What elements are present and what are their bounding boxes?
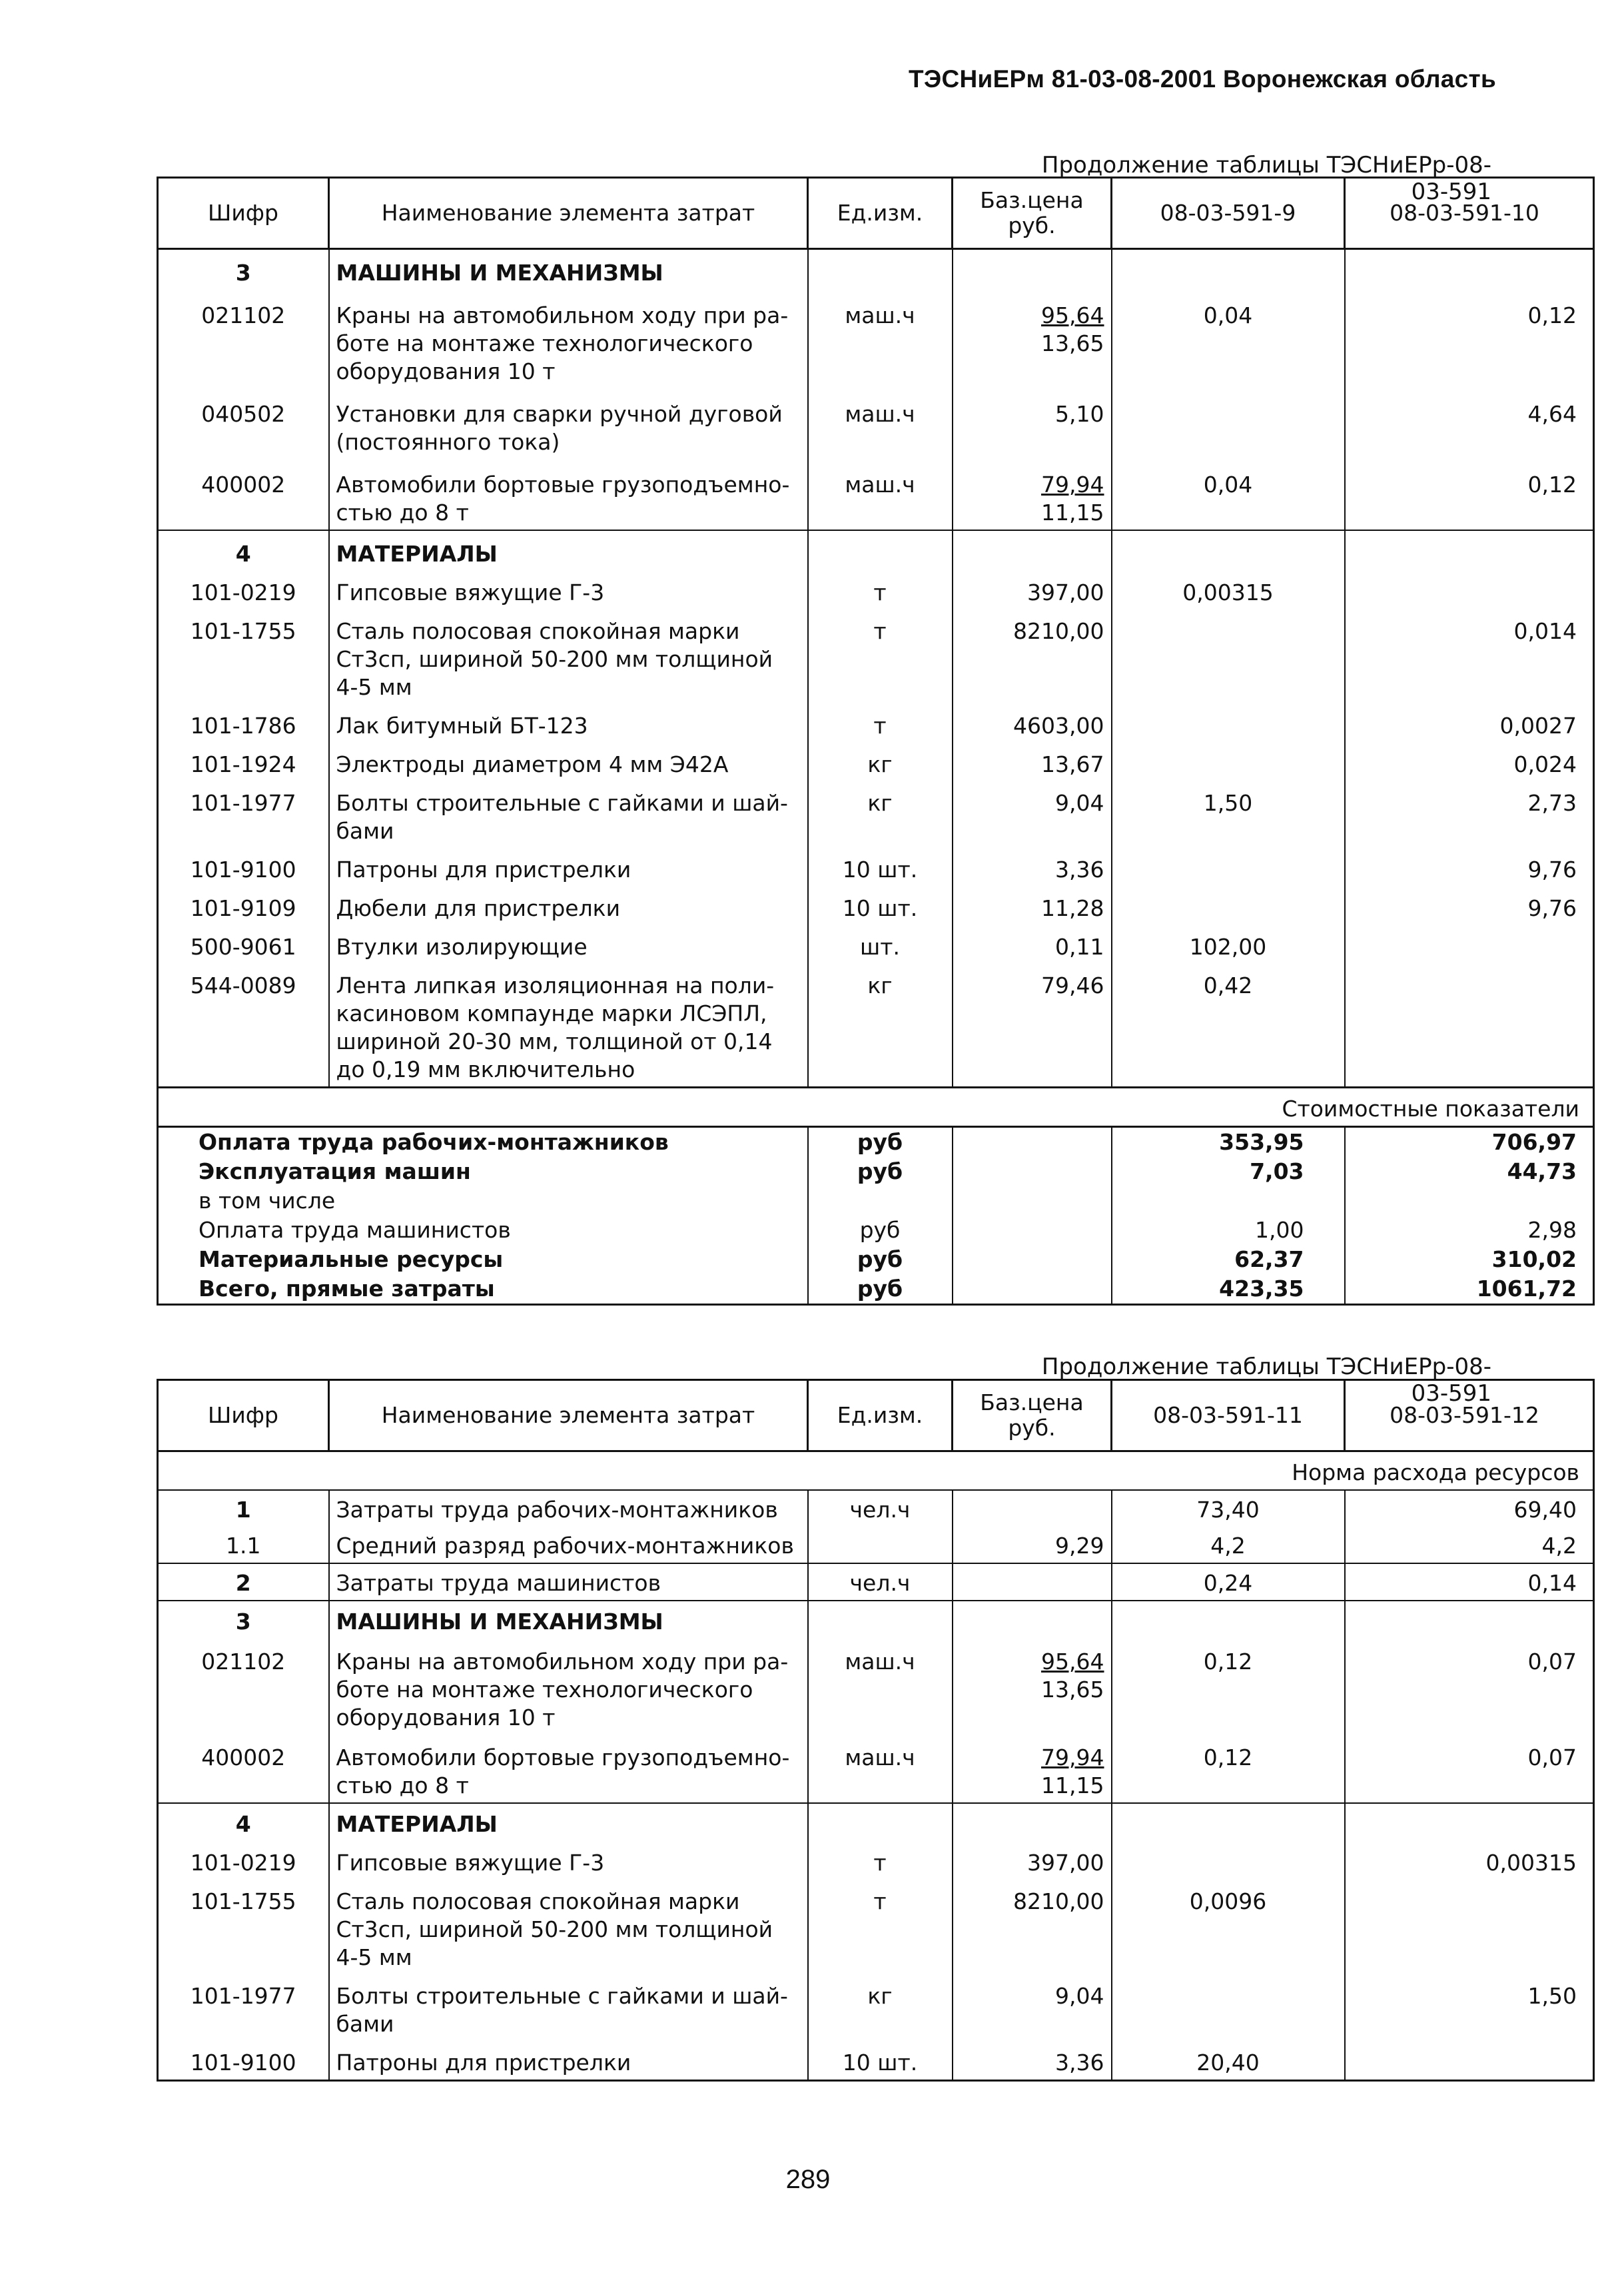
item-code: 500-9061 [158, 925, 329, 964]
item-code: 040502 [158, 388, 329, 459]
item-unit: кг [808, 743, 953, 781]
item-value-2: 0,12 [1345, 459, 1594, 530]
item-price [953, 388, 1112, 459]
table-row [158, 743, 1594, 781]
item-code: 400002 [158, 1734, 329, 1803]
item-unit: маш.ч [808, 1734, 953, 1803]
item-value-1: 0,04 [1112, 290, 1345, 388]
item-price [953, 1563, 1112, 1601]
item-value-1 [1112, 704, 1345, 743]
item-name: Краны на автомобильном ходу при ра-боте на монтаже технологического оборудования 10 т [329, 1639, 808, 1734]
base-price: 397,00 [1027, 1850, 1104, 1876]
item-code: 101-1924 [158, 743, 329, 781]
cost-indicators-label: Стоимостные показатели [158, 1088, 1594, 1127]
section-code: 3 [158, 1601, 329, 1639]
item-unit [808, 1527, 953, 1563]
item-unit: маш.ч [808, 459, 953, 530]
base-price: 4603,00 [1013, 713, 1104, 739]
base-price: 13,67 [1041, 751, 1104, 777]
item-value-1: 4,2 [1112, 1527, 1345, 1563]
cost-price [953, 1157, 1112, 1186]
base-price: 79,94 [1041, 472, 1104, 498]
table-row [158, 964, 1594, 1088]
col-v2-header: 08-03-591-10 [1345, 178, 1594, 249]
item-unit: т [808, 1880, 953, 1974]
item-unit: 10 шт. [808, 887, 953, 925]
item-value-1: 1,50 [1112, 781, 1345, 848]
item-value-2: 69,40 [1345, 1490, 1594, 1527]
item-code: 2 [158, 1563, 329, 1601]
base-price-labor: 13,65 [1041, 330, 1104, 356]
item-unit: 10 шт. [808, 2041, 953, 2081]
table-row [158, 1974, 1594, 2041]
item-unit: маш.ч [808, 290, 953, 388]
item-value-2: 0,12 [1345, 290, 1594, 388]
item-price [953, 2041, 1112, 2081]
item-code: 1.1 [158, 1527, 329, 1563]
base-price: 95,64 [1041, 302, 1104, 328]
item-value-2: 0,14 [1345, 1563, 1594, 1601]
item-price [953, 290, 1112, 388]
item-value-2: 9,76 [1345, 887, 1594, 925]
item-value-2: 0,07 [1345, 1734, 1594, 1803]
norm-label: Норма расхода ресурсов [158, 1451, 1594, 1491]
item-unit: кг [808, 1974, 953, 2041]
item-unit: маш.ч [808, 1639, 953, 1734]
table-row [158, 781, 1594, 848]
item-value-1 [1112, 743, 1345, 781]
item-value-1 [1112, 388, 1345, 459]
cost-value-2: 1061,72 [1345, 1274, 1594, 1305]
item-name: Болты строительные с гайками и шай-бами [329, 781, 808, 848]
item-unit: т [808, 1841, 953, 1880]
cost-label: Эксплуатация машин [158, 1157, 808, 1186]
cost-row [158, 1216, 1594, 1245]
item-name: Сталь полосовая спокойная марки Ст3сп, шириной 50-200 мм толщиной 4-5 мм [329, 1880, 808, 1974]
table-row [158, 459, 1594, 530]
item-code: 101-1786 [158, 704, 329, 743]
cost-label: Всего, прямые затраты [158, 1274, 808, 1305]
item-name: Патроны для пристрелки [329, 2041, 808, 2081]
item-price [953, 1639, 1112, 1734]
cost-label: Материальные ресурсы [158, 1245, 808, 1274]
item-code: 544-0089 [158, 964, 329, 1088]
item-price [953, 887, 1112, 925]
cost-unit [808, 1186, 953, 1216]
item-price [953, 459, 1112, 530]
item-name: Патроны для пристрелки [329, 848, 808, 887]
page-number: 289 [785, 2165, 831, 2194]
item-value-2: 0,07 [1345, 1639, 1594, 1734]
item-name: Затраты труда рабочих-монтажников [329, 1490, 808, 1527]
cost-value-1: 62,37 [1112, 1245, 1345, 1274]
table-row [158, 1734, 1594, 1803]
cost-value-1: 7,03 [1112, 1157, 1345, 1186]
table-row [158, 388, 1594, 459]
item-value-1: 0,24 [1112, 1563, 1345, 1601]
table-row [158, 290, 1594, 388]
item-name: Установки для сварки ручной дуговой (постоянного тока) [329, 388, 808, 459]
item-value-2: 0,0027 [1345, 704, 1594, 743]
base-price: 9,04 [1055, 790, 1104, 816]
base-price: 3,36 [1055, 2050, 1104, 2076]
item-value-2 [1345, 1880, 1594, 1974]
section-code: 4 [158, 530, 329, 571]
item-code: 101-1755 [158, 609, 329, 704]
item-name: Гипсовые вяжущие Г-3 [329, 1841, 808, 1880]
table2-caption: Продолжение таблицы ТЭСНиЕРр-08-03-591 [1041, 1353, 1491, 1407]
item-name: Втулки изолирующие [329, 925, 808, 964]
item-value-1: 0,00315 [1112, 571, 1345, 609]
col-unit-header: Ед.изм. [808, 1380, 953, 1451]
document-header: ТЭСНиЕРм 81-03-08-2001 Воронежская область [908, 65, 1496, 93]
col-v1-header: 08-03-591-11 [1112, 1380, 1345, 1451]
item-value-1 [1112, 887, 1345, 925]
table1-section-machines [158, 249, 1594, 290]
cost-row [158, 1245, 1594, 1274]
item-name: Средний разряд рабочих-монтажников [329, 1527, 808, 1563]
item-value-1: 73,40 [1112, 1490, 1345, 1527]
item-code: 021102 [158, 1639, 329, 1734]
item-value-2 [1345, 964, 1594, 1088]
item-code: 101-1755 [158, 1880, 329, 1974]
table-row [158, 1880, 1594, 1974]
base-price: 79,46 [1041, 972, 1104, 998]
base-price: 9,29 [1055, 1533, 1104, 1559]
cost-row [158, 1157, 1594, 1186]
base-price-labor: 13,65 [1041, 1677, 1104, 1703]
item-price [953, 1974, 1112, 2041]
item-code: 101-9109 [158, 887, 329, 925]
item-name: Сталь полосовая спокойная марки Ст3сп, шириной 50-200 мм толщиной 4-5 мм [329, 609, 808, 704]
item-value-2 [1345, 571, 1594, 609]
base-price: 3,36 [1055, 857, 1104, 883]
item-value-1: 0,42 [1112, 964, 1345, 1088]
item-unit: т [808, 571, 953, 609]
item-name: Автомобили бортовые грузоподъемно-стью до 8 т [329, 459, 808, 530]
base-price: 79,94 [1041, 1744, 1104, 1770]
item-unit: 10 шт. [808, 848, 953, 887]
col-v2-header: 08-03-591-12 [1345, 1380, 1594, 1451]
item-unit: кг [808, 781, 953, 848]
cost-price [953, 1216, 1112, 1245]
base-price: 11,28 [1041, 895, 1104, 921]
item-name: Электроды диаметром 4 мм Э42А [329, 743, 808, 781]
cost-value-2: 706,97 [1345, 1127, 1594, 1158]
table1 [157, 177, 1595, 1306]
item-price [953, 743, 1112, 781]
table1-section-materials [158, 530, 1594, 571]
table-row [158, 1490, 1594, 1527]
item-price [953, 964, 1112, 1088]
item-name: Болты строительные с гайками и шай-бами [329, 1974, 808, 2041]
item-unit: шт. [808, 925, 953, 964]
item-price [953, 609, 1112, 704]
table-row [158, 848, 1594, 887]
section-code: 4 [158, 1803, 329, 1841]
section-code: 3 [158, 249, 329, 290]
col-name-header: Наименование элемента затрат [329, 178, 808, 249]
item-code: 400002 [158, 459, 329, 530]
item-code: 101-1977 [158, 1974, 329, 2041]
base-price-labor: 11,15 [1041, 1772, 1104, 1798]
item-price [953, 571, 1112, 609]
item-name: Лак битумный БТ-123 [329, 704, 808, 743]
base-price: 9,04 [1055, 1983, 1104, 2009]
table1-caption: Продолжение таблицы ТЭСНиЕРр-08-03-591 [1041, 152, 1491, 205]
item-code: 101-9100 [158, 848, 329, 887]
item-value-2: 0,00315 [1345, 1841, 1594, 1880]
item-price [953, 781, 1112, 848]
item-name: Гипсовые вяжущие Г-3 [329, 571, 808, 609]
base-price-labor: 11,15 [1041, 500, 1104, 526]
table-row [158, 704, 1594, 743]
item-code: 1 [158, 1490, 329, 1527]
item-unit: чел.ч [808, 1490, 953, 1527]
base-price: 8210,00 [1013, 618, 1104, 644]
cost-unit: руб [808, 1245, 953, 1274]
cost-value-1: 423,35 [1112, 1274, 1345, 1305]
col-price-header: Баз.цена руб. [953, 1380, 1112, 1451]
item-value-2: 4,2 [1345, 1527, 1594, 1563]
cost-value-1: 353,95 [1112, 1127, 1345, 1158]
item-name: Лента липкая изоляционная на поли-касиновом компаунде марки ЛСЭПЛ, шириной 20-30 мм, толщиной от 0,14 до 0,19 мм включительно [329, 964, 808, 1088]
item-price [953, 925, 1112, 964]
cost-price [953, 1274, 1112, 1305]
table1-header-row [158, 178, 1594, 249]
col-name-header: Наименование элемента затрат [329, 1380, 808, 1451]
item-value-2: 4,64 [1345, 388, 1594, 459]
cost-row [158, 1274, 1594, 1305]
item-code: 101-0219 [158, 571, 329, 609]
item-price [953, 1527, 1112, 1563]
item-value-2: 2,73 [1345, 781, 1594, 848]
item-name: Затраты труда машинистов [329, 1563, 808, 1601]
item-value-2: 0,024 [1345, 743, 1594, 781]
item-value-2: 0,014 [1345, 609, 1594, 704]
col-price-header: Баз.цена руб. [953, 178, 1112, 249]
item-name: Дюбели для пристрелки [329, 887, 808, 925]
cost-row [158, 1186, 1594, 1216]
item-value-1 [1112, 1974, 1345, 2041]
cost-label: Оплата труда рабочих-монтажников [158, 1127, 808, 1158]
item-value-1: 0,12 [1112, 1639, 1345, 1734]
cost-value-2: 310,02 [1345, 1245, 1594, 1274]
cost-unit: руб [808, 1127, 953, 1158]
item-value-1 [1112, 848, 1345, 887]
item-code: 101-1977 [158, 781, 329, 848]
table2-header-row [158, 1380, 1594, 1451]
item-value-1: 0,12 [1112, 1734, 1345, 1803]
cost-value-1: 1,00 [1112, 1216, 1345, 1245]
cost-indicators-row [158, 1088, 1594, 1127]
base-price: 5,10 [1055, 401, 1104, 427]
item-price [953, 1841, 1112, 1880]
table-row [158, 1563, 1594, 1601]
section-title: МАТЕРИАЛЫ [329, 1803, 808, 1841]
section-title: МАТЕРИАЛЫ [329, 530, 808, 571]
cost-label: в том числе [158, 1186, 808, 1216]
item-price [953, 1490, 1112, 1527]
item-price [953, 848, 1112, 887]
item-price [953, 704, 1112, 743]
table-row [158, 571, 1594, 609]
table-row [158, 609, 1594, 704]
base-price: 0,11 [1055, 934, 1104, 960]
col-unit-header: Ед.изм. [808, 178, 953, 249]
item-value-1: 0,04 [1112, 459, 1345, 530]
cost-unit: руб [808, 1157, 953, 1186]
item-code: 021102 [158, 290, 329, 388]
table-row [158, 1527, 1594, 1563]
item-value-1: 0,0096 [1112, 1880, 1345, 1974]
col-v1-header: 08-03-591-9 [1112, 178, 1345, 249]
item-value-1: 102,00 [1112, 925, 1345, 964]
cost-price [953, 1127, 1112, 1158]
cost-value-2: 44,73 [1345, 1157, 1594, 1186]
norm-label-row [158, 1451, 1594, 1491]
cost-row [158, 1127, 1594, 1158]
base-price: 397,00 [1027, 579, 1104, 605]
item-value-2: 9,76 [1345, 848, 1594, 887]
item-unit: чел.ч [808, 1563, 953, 1601]
item-value-2 [1345, 925, 1594, 964]
item-code: 101-0219 [158, 1841, 329, 1880]
cost-unit: руб [808, 1216, 953, 1245]
cost-price [953, 1186, 1112, 1216]
section-title: МАШИНЫ И МЕХАНИЗМЫ [329, 1601, 808, 1639]
section-title: МАШИНЫ И МЕХАНИЗМЫ [329, 249, 808, 290]
cost-unit: руб [808, 1274, 953, 1305]
col-code-header: Шифр [158, 1380, 329, 1451]
table2-section-machines [158, 1601, 1594, 1639]
item-unit: маш.ч [808, 388, 953, 459]
item-value-1: 20,40 [1112, 2041, 1345, 2081]
item-unit: кг [808, 964, 953, 1088]
item-code: 101-9100 [158, 2041, 329, 2081]
cost-value-2 [1345, 1186, 1594, 1216]
item-price [953, 1734, 1112, 1803]
cost-value-1 [1112, 1186, 1345, 1216]
cost-label: Оплата труда машинистов [158, 1216, 808, 1245]
cost-value-2: 2,98 [1345, 1216, 1594, 1245]
item-name: Автомобили бортовые грузоподъемно-стью до 8 т [329, 1734, 808, 1803]
item-value-2 [1345, 2041, 1594, 2081]
table-row [158, 1841, 1594, 1880]
item-value-1 [1112, 609, 1345, 704]
item-value-1 [1112, 1841, 1345, 1880]
base-price: 95,64 [1041, 1649, 1104, 1675]
item-unit: т [808, 609, 953, 704]
base-price: 8210,00 [1013, 1888, 1104, 1914]
item-unit: т [808, 704, 953, 743]
table-row [158, 1639, 1594, 1734]
table-row [158, 925, 1594, 964]
table-row [158, 887, 1594, 925]
item-name: Краны на автомобильном ходу при ра-боте на монтаже технологического оборудования 10 т [329, 290, 808, 388]
item-price [953, 1880, 1112, 1974]
table-row [158, 2041, 1594, 2081]
cost-price [953, 1245, 1112, 1274]
col-code-header: Шифр [158, 178, 329, 249]
table2-section-materials [158, 1803, 1594, 1841]
table2 [157, 1379, 1595, 2082]
item-value-2: 1,50 [1345, 1974, 1594, 2041]
